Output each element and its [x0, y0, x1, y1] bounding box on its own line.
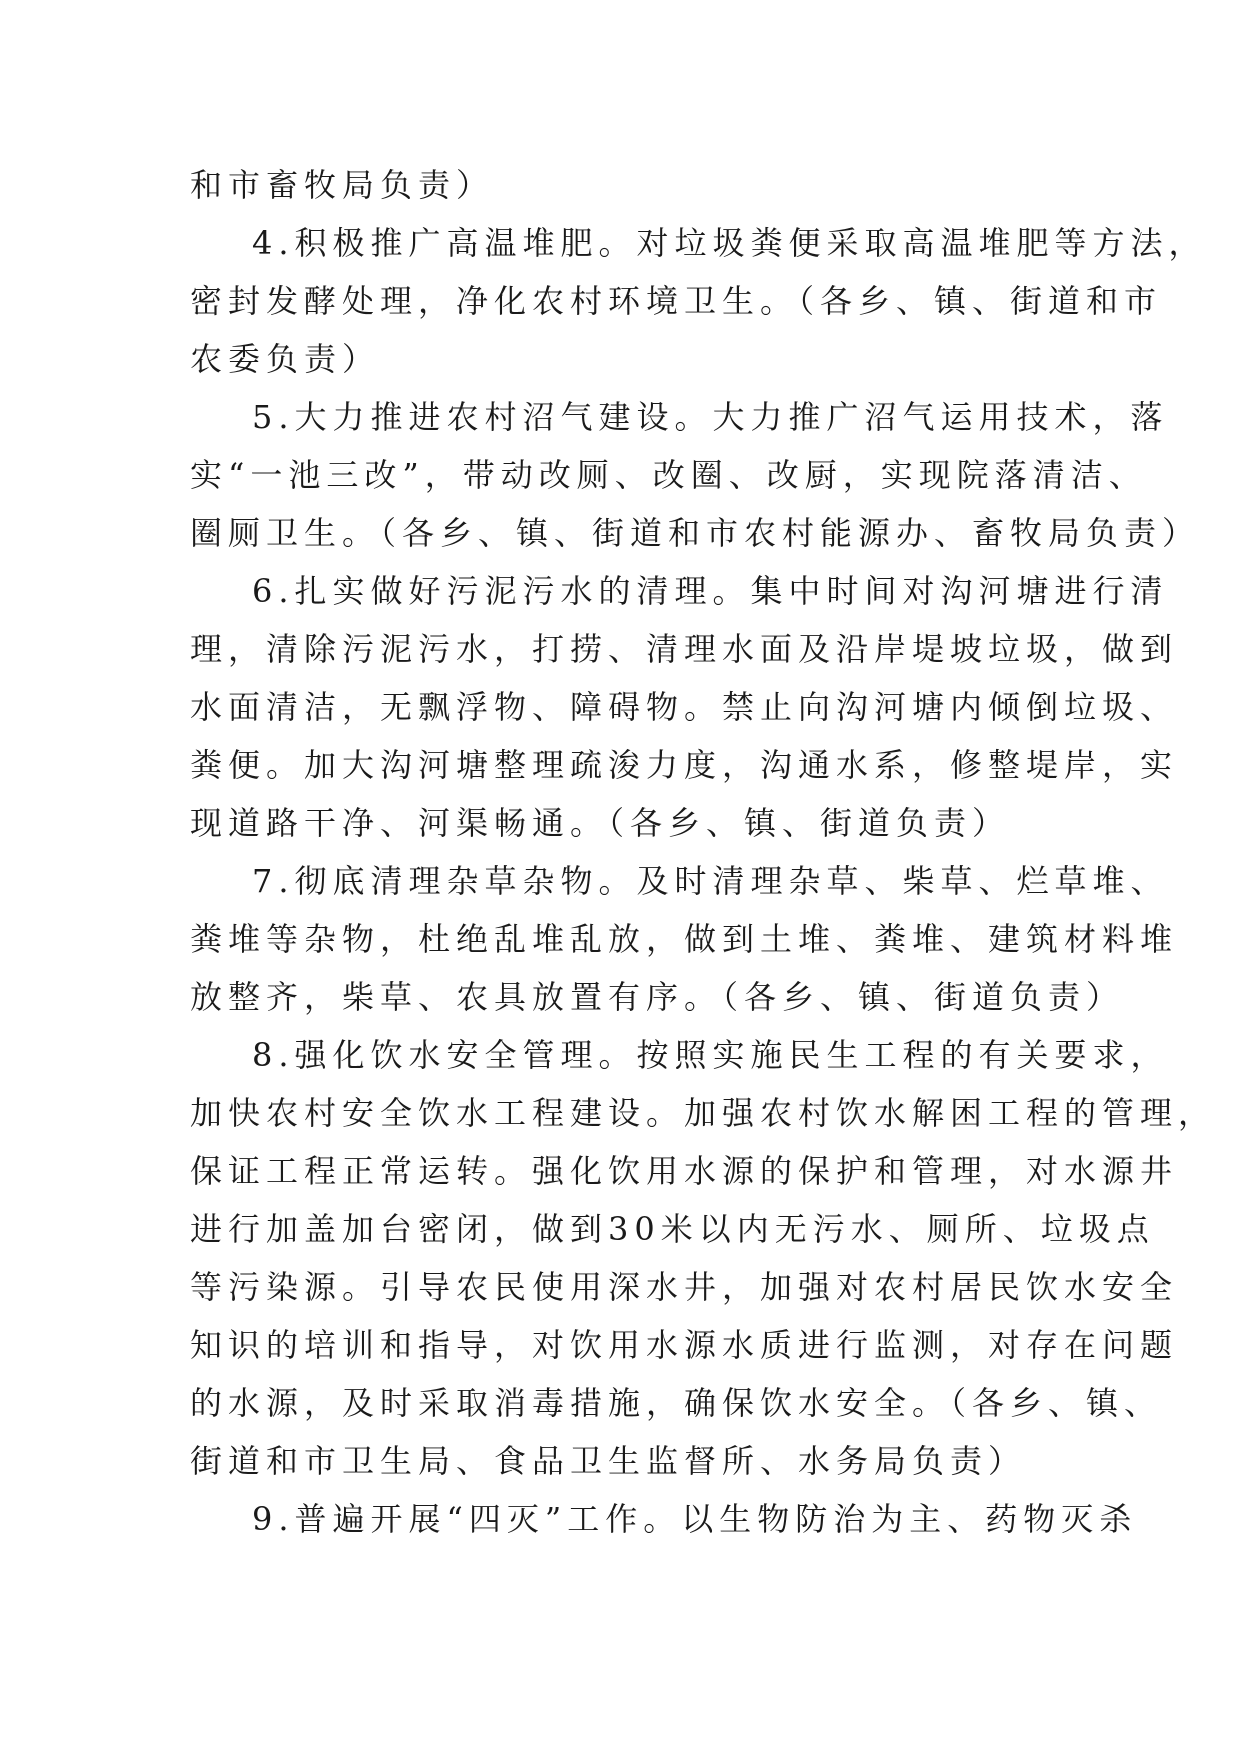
text-line: 等污染源。引导农民使用深水井，加强对农村居民饮水安全: [190, 1268, 1179, 1306]
text-line: 现道路干净、河渠畅通。（各乡、镇、街道负责）: [190, 804, 1011, 842]
paragraph-4-start: 4.积极推广高温堆肥。对垃圾粪便采取高温堆肥等方法，: [252, 224, 1207, 262]
paragraph-8-start: 8.强化饮水安全管理。按照实施民生工程的有关要求，: [252, 1036, 1169, 1074]
text-line: 街道和市卫生局、食品卫生监督所、水务局负责）: [190, 1442, 1027, 1480]
text-line: 农委负责）: [190, 340, 381, 378]
paragraph-7-start: 7.彻底清理杂草杂物。及时清理杂草、柴草、烂草堆、: [252, 862, 1169, 900]
text-line: 粪堆等杂物，杜绝乱堆乱放，做到土堆、粪堆、建筑材料堆: [190, 920, 1179, 958]
text-line: 保证工程正常运转。强化饮用水源的保护和管理，对水源井: [190, 1152, 1179, 1190]
text-line: 的水源，及时采取消毒措施，确保饮水安全。（各乡、镇、: [190, 1384, 1163, 1422]
text-line: 密封发酵处理，净化农村环境卫生。（各乡、镇、街道和市: [190, 282, 1163, 320]
text-line: 圈厕卫生。（各乡、镇、街道和市农村能源办、畜牧局负责）: [190, 514, 1201, 552]
text-line: 实“一池三改”，带动改厕、改圈、改厨，实现院落清洁、: [190, 456, 1147, 494]
text-line: 知识的培训和指导，对饮用水源水质进行监测，对存在问题: [190, 1326, 1179, 1364]
paragraph-5-start: 5.大力推进农村沼气建设。大力推广沼气运用技术，落: [252, 398, 1169, 436]
text-line: 理，清除污泥污水，打捞、清理水面及沿岸堤坡垃圾，做到: [190, 630, 1179, 668]
text-line: 放整齐，柴草、农具放置有序。（各乡、镇、街道负责）: [190, 978, 1125, 1016]
paragraph-6-start: 6.扎实做好污泥污水的清理。集中时间对沟河塘进行清: [252, 572, 1169, 610]
text-line: 加快农村安全饮水工程建设。加强农村饮水解困工程的管理，: [190, 1094, 1217, 1132]
text-line: 进行加盖加台密闭，做到30米以内无污水、厕所、垃圾点: [190, 1210, 1155, 1248]
paragraph-9-start: 9.普遍开展“四灭”工作。以生物防治为主、药物灭杀: [252, 1500, 1138, 1538]
text-line: 和市畜牧局负责）: [190, 166, 495, 204]
text-line: 水面清洁，无飘浮物、障碍物。禁止向沟河塘内倾倒垃圾、: [190, 688, 1179, 726]
text-line: 粪便。加大沟河塘整理疏浚力度，沟通水系，修整堤岸，实: [190, 746, 1179, 784]
